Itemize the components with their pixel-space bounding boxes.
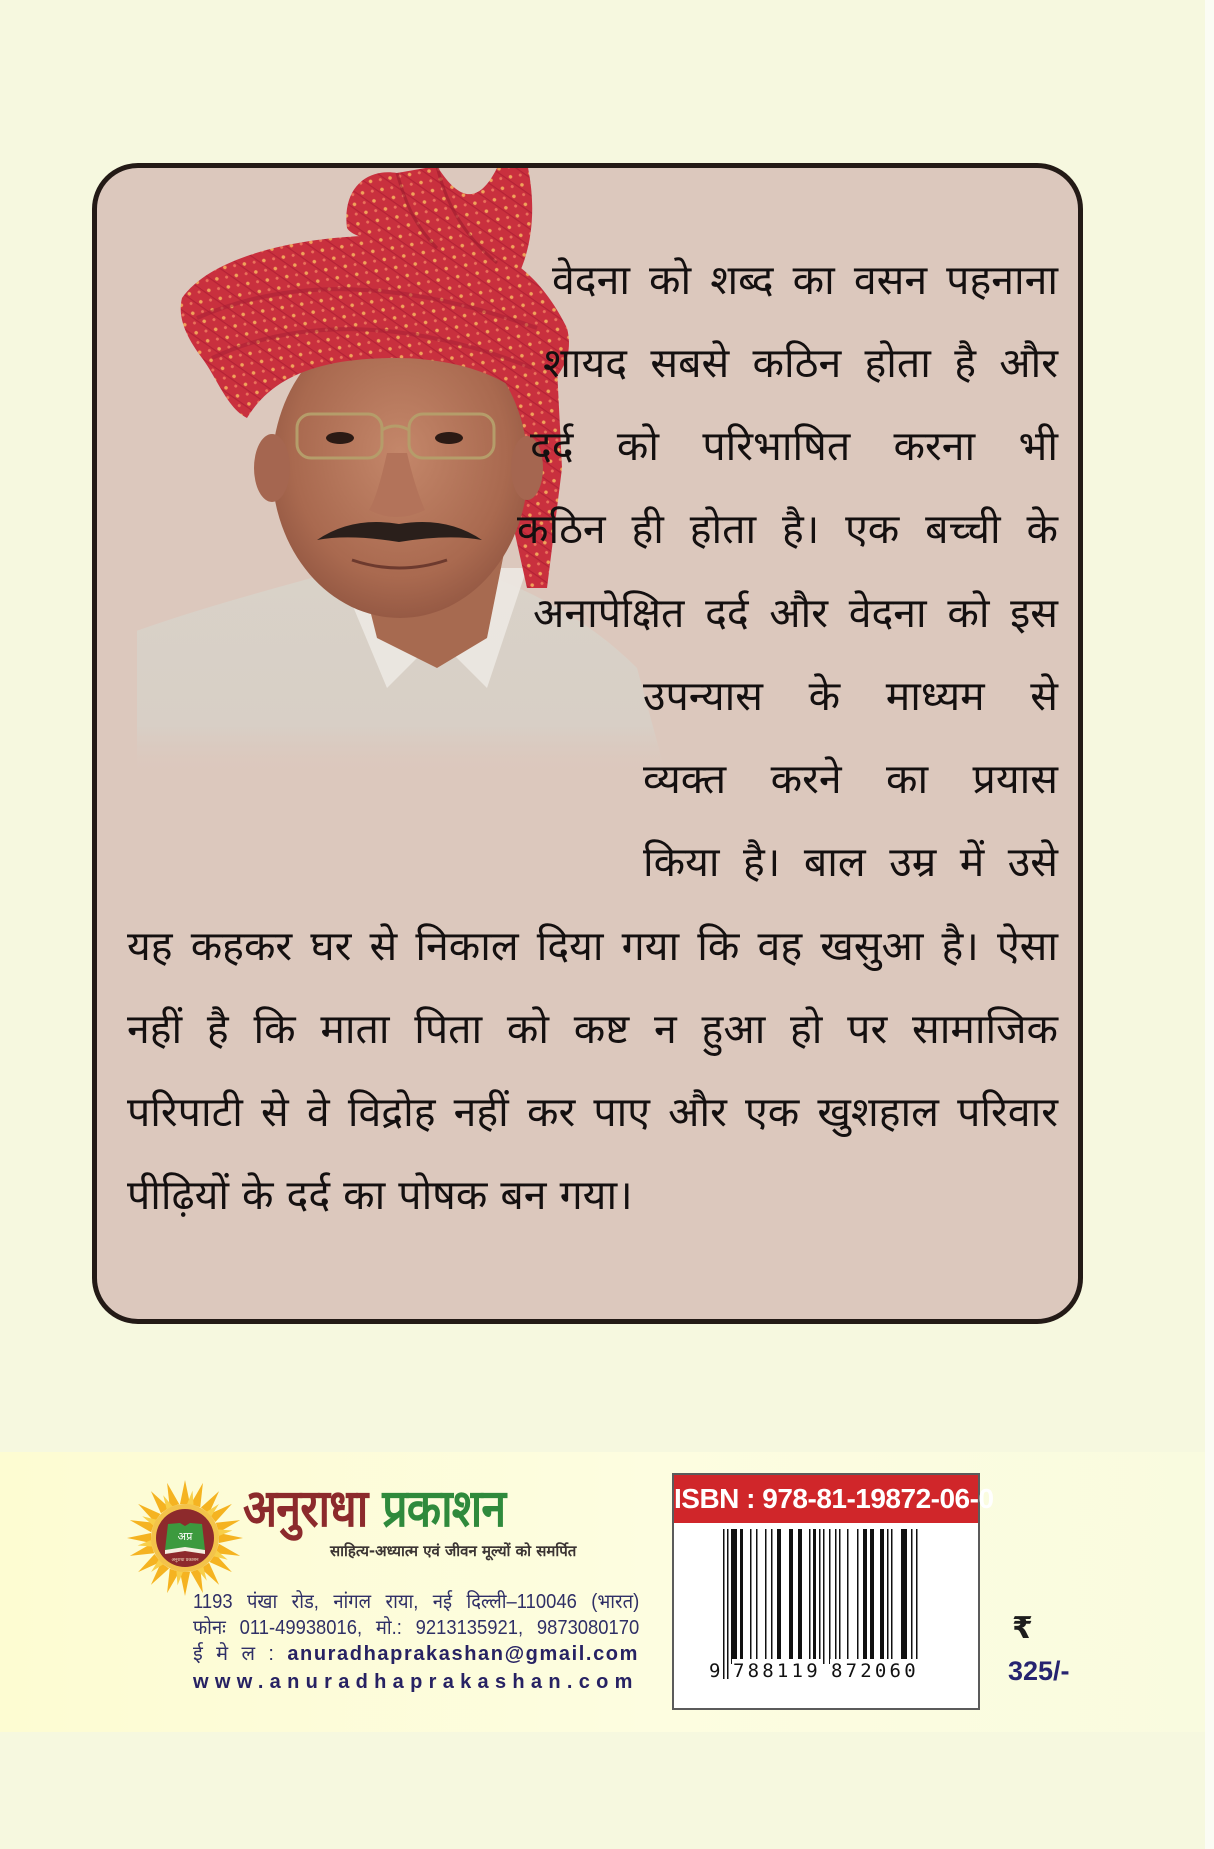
blurb-line: दर्द को परिभाषित करना भी	[530, 422, 1058, 470]
barcode	[723, 1529, 923, 1679]
isbn-barcode-box	[672, 1473, 994, 1710]
isbn-label: ISBN : 978-81-19872-06-0	[674, 1475, 978, 1523]
logo-monogram: अप्र	[177, 1530, 193, 1543]
blurb-line: नहीं है कि माता पिता को कष्ट न हुआ हो पर सामाजिक	[127, 1005, 1058, 1053]
blurb-line: शायद सबसे कठिन होता है और	[543, 339, 1058, 387]
sun-book-logo-icon	[124, 1478, 246, 1600]
publisher-email[interactable]: anuradhaprakashan@gmail.com	[287, 1643, 639, 1665]
blurb-line: पीढ़ियों के दर्द का पोषक बन गया।	[127, 1171, 633, 1219]
blurb-line: किया है। बाल उम्र में उसे	[643, 838, 1058, 886]
publisher-logo	[124, 1478, 246, 1600]
barcode-digit-first: 9	[709, 1660, 721, 1682]
blurb-line: वेदना को शब्द का वसन पहनाना	[552, 256, 1058, 304]
publisher-website[interactable]: www.anuradhaprakashan.com	[193, 1671, 639, 1693]
barcode-digits-group2: 872060	[831, 1660, 919, 1682]
blurb-line: अनापेक्षित दर्द और वेदना को इस	[533, 589, 1058, 637]
blurb-line: यह कहकर घर से निकाल दिया गया कि वह खसुआ है। ऐसा	[127, 922, 1058, 970]
publisher-email-row	[193, 1641, 639, 1667]
right-margin-strip	[1205, 0, 1214, 1849]
blurb-line: परिपाटी से वे विद्रोह नहीं कर पाए और एक खुशहाल परिवार	[127, 1088, 1058, 1136]
blurb-line: व्यक्त करने का प्रयास	[643, 755, 1058, 803]
publisher-phone: फोनः 011-49938016, मो.: 9213135921, 9873080170	[193, 1617, 640, 1639]
publisher-address: 1193 पंखा रोड, नांगल राया, नई दिल्ली–110046 (भारत)	[193, 1591, 640, 1613]
publisher-name-part2: प्रकाशन	[382, 1479, 506, 1539]
publisher-name	[243, 1478, 505, 1540]
barcode-digits-group1: 788119	[733, 1660, 821, 1682]
barcode-icon	[723, 1529, 923, 1679]
svg-text:अनुराधा प्रकाशन: अनुराधा प्रकाशन	[171, 1558, 199, 1563]
blurb-line: उपन्यास के माध्यम से	[643, 672, 1058, 720]
blurb-line: कठिन ही होता है। एक बच्ची के	[517, 505, 1058, 553]
email-label: ई मे ल :	[193, 1643, 274, 1665]
barcode-digits	[708, 1659, 928, 1683]
publisher-name-part1: अनुराधा	[243, 1479, 368, 1539]
rupee-icon: ₹	[1012, 1611, 1033, 1646]
publisher-tagline: साहित्य-अध्यात्म एवं जीवन मूल्यों को समर्पित	[330, 1542, 577, 1560]
price-value: 325/-	[1008, 1656, 1070, 1686]
